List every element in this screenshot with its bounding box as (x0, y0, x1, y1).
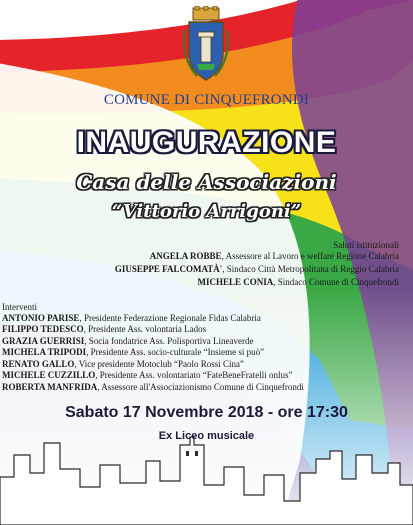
speeches-heading: Interventi (2, 302, 37, 312)
event-venue: Ex Liceo musicale (158, 430, 255, 442)
greeting-item: ANGELA ROBBE, Assessore al Lavoro e welfare Regione Calabria (149, 251, 399, 261)
greeting-item: GIUSEPPE FALCOMATÀ', Sindaco Città Metropolitana di Reggio Calabria (114, 264, 399, 274)
greeting-item: MICHELE CONIA, Sindaco Comune di Cinquefrondi (197, 277, 399, 287)
municipality-name: COMUNE DI CINQUEFRONDI (103, 92, 310, 108)
speaker-item: ANTONIO PARISE, Presidente Federazione Regionale Fidas Calabria (2, 313, 261, 323)
event-date-time: Sabato 17 Novembre 2018 - ore 17:30 (65, 404, 348, 421)
speaker-item: GRAZIA GUERRISI, Socia fondatrice Ass. Polisportiva Lineaverde (2, 336, 254, 346)
event-title: INAUGURAZIONE (76, 126, 337, 159)
coat-of-arms-icon (183, 6, 229, 84)
speaker-item: MICHELA TRIPODI, Presidente Ass. socio-culturale “Insieme si può” (2, 347, 265, 357)
greetings-heading: Saluti istituzionali (333, 240, 399, 250)
event-dedication: “Vittorio Arrigoni” (111, 201, 302, 222)
speaker-item: RENATO GALLO, Vice presidente Motoclub “Paolo Rossi Cina” (2, 359, 244, 369)
speaker-item: MICHELE CUZZILLO, Presidente Ass. volontariato “FateBeneFratelli onlus” (2, 370, 293, 380)
speaker-item: ROBERTA MANFRIDA, Assessore all'Associazionismo Comune di Cinquefrondi (2, 382, 304, 392)
speaker-item: FILIPPO TEDESCO, Presidente Ass. volontaria Lados (2, 324, 207, 334)
event-subtitle: Casa delle Associazioni (76, 170, 337, 194)
